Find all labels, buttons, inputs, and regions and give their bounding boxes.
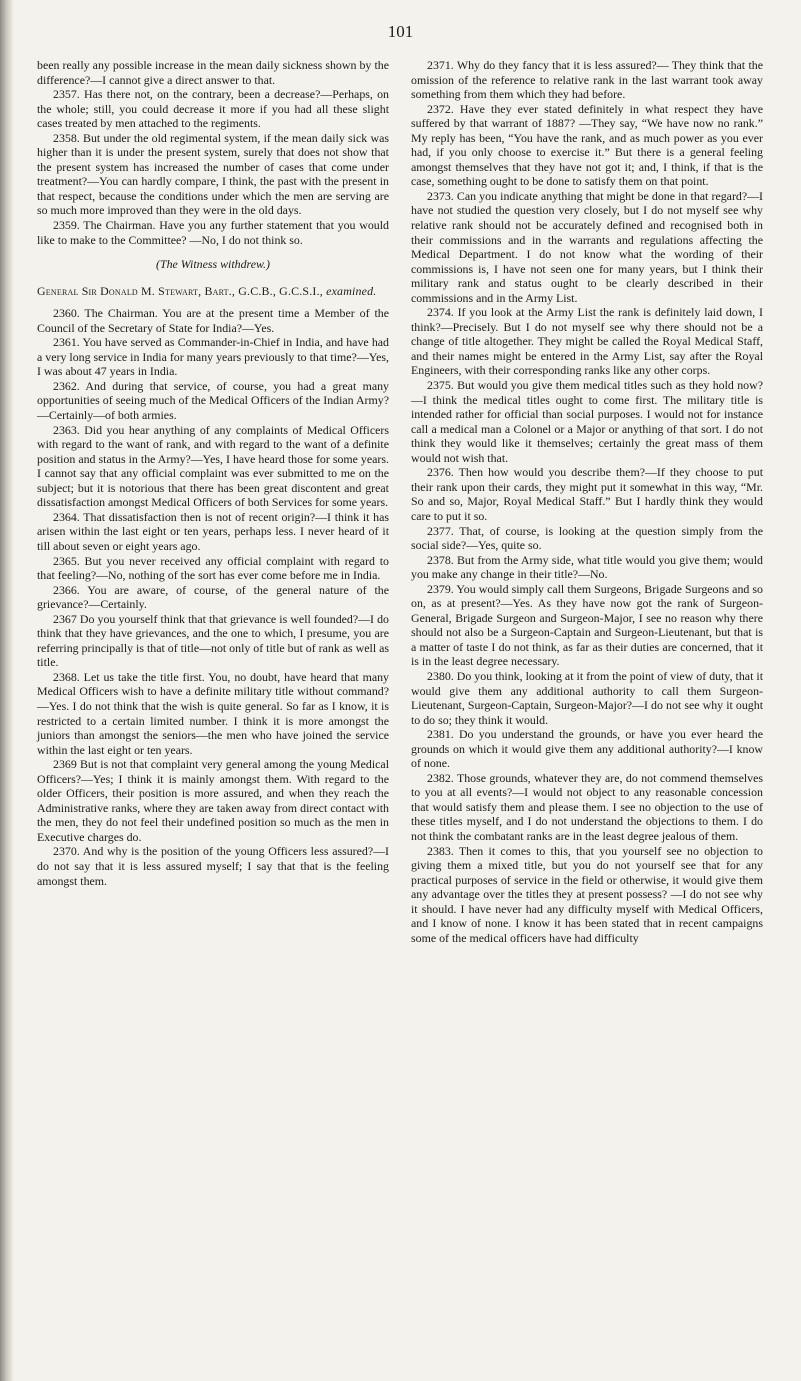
testimony-paragraph: 2362. And during that service, of course, you had a great many opportunities of seeing much of the Medical Officers of the Indian Army?—Certainly—of both armies. [37,378,389,423]
testimony-paragraph: 2376. Then how would you describe them?—If they choose to put their rank upon their cards, they might put it somewhat in this way, “Mr. So and so, Major, Royal Medical Staff.” But I hardly think they would care to put it so. [411,465,763,523]
witness-note: examined. [326,283,377,298]
testimony-paragraph: 2383. Then it comes to this, that you yourself see no objection to giving them a mixed title, but you do not yourself see that for any practical purposes of service in the field or otherwise, it would give them any advantage over the titles they at present possess? —I do not see why it should. I have never had any difficulty myself with Medical Officers, and I know of none. I know it has been stated that in recent campaigns some of the medical officers have had difficulty [411,843,763,945]
testimony-paragraph: 2381. Do you understand the grounds, or have you ever heard the grounds on which it would give them any additional authority?—I know of none. [411,727,763,771]
testimony-paragraph: 2365. But you never received any official complaint with regard to that feeling?—No, nothing of the sort has ever come before me in India. [37,553,389,583]
stage-direction: (The Witness withdrew.) [156,257,270,272]
testimony-paragraph: 2379. You would simply call them Surgeons, Brigade Surgeons and so on, as at present?—Yes. As they have now got the rank of Surgeon-General, Brigade Surgeon and Surgeon-Major, I see no reason why there should not also be a Surgeon-Captain and Surgeon-Lieutenant, but that is a matter of taste I do not think, as far as their duties are concerned, that it is in the least degree necessary. [411,581,763,669]
page-binding-shadow [0,0,14,1381]
testimony-paragraph: 2373. Can you indicate anything that might be done in that regard?—I have not studied the question very closely, but I do not myself see why relative rank should not be accurately defined and recognised both in their commissions and in the warrants and regulations affecting the Medical Department. I do not know what the wording of their commissions is, I have not seen one for many years, but I think their military rank and status ought to be clearly described in their commissions and in the Army List. [411,188,763,305]
right-column [411,58,763,945]
testimony-paragraph: 2358. But under the old regimental system, if the mean daily sick was higher than it is under the present system, surely that does not show that the present system has increased the number of cases that come under treatment?—You can hardly compare, I think, the past with the present in that respect, because the conditions under which the men are serving are so much more improved than they were in the old days. [37,130,389,218]
testimony-paragraph: 2370. And why is the position of the young Officers less assured?—I do not say that it is less assured myself; I say that that is the feeling amongst them. [37,844,389,888]
testimony-paragraph: 2357. Has there not, on the contrary, been a decrease?—Perhaps, on the whole; still, you could decrease it more if you had all these slight cases treated by men attached to the regiments. [37,87,389,131]
testimony-paragraph: 2364. That dissatisfaction then is not of recent origin?—I think it has arisen within the last eight or ten years, perhaps less. I never heard of it till about seven or eight years ago. [37,509,389,553]
testimony-paragraph: 2371. Why do they fancy that it is less assured?— They think that the omission of the reference to relative rank in the last warrant took away something from them which they had before. [411,58,763,102]
testimony-paragraph: 2361. You have served as Commander-in-Chief in India, and have had a very long service in India for many years previously to that time?—Yes, I was about 47 years in India. [37,335,389,379]
testimony-paragraph: 2359. The Chairman. Have you any further statement that you would like to make to the Committee? —No, I do not think so. [37,218,389,247]
witness-name: General Sir Donald M. Stewart, Bart., G.C.B., G.C.S.I., [37,283,327,298]
page-number: 101 [387,22,414,41]
testimony-paragraph: 2380. Do you think, looking at it from the point of view of duty, that it would give them any additional authority to call them Surgeon-Lieutenant, Surgeon-Captain, Surgeon-Major?—I do not see why it ought to do so; they think it would. [411,668,763,727]
testimony-paragraph: 2366. You are aware, of course, of the general nature of the grievance?—Certainly. [37,582,389,612]
testimony-paragraph: 2378. But from the Army side, what title would you give them; would you make any change in their title?—No. [411,552,763,582]
testimony-paragraph: been really any possible increase in the mean daily sickness shown by the difference?—I cannot give a direct answer to that. [37,58,389,87]
testimony-paragraph: 2369 But is not that complaint very general among the young Medical Officers?—Yes; I think it is mainly amongst them. With regard to the older Officers, their position is more assured, and when they reach the Administrative ranks, where they are taken away from direct contact with the men, they do not feel their undefined position so much as the men in Executive charges do. [37,757,389,844]
testimony-paragraph: 2374. If you look at the Army List the rank is definitely laid down, I think?—Precisely. But I do not myself see why there should not be a change of title altogether. They might be called the Royal Medical Staff, and their names might be entered in the Army List, say after the Royal Engineers, with their corresponding ranks like any other corps. [411,305,763,378]
testimony-paragraph: 2367 Do you yourself think that that grievance is well founded?—I do think that they have grievances, and the one to which, I presume, you are referring principally is that of title—not only of title but of rank as well as title. [37,611,390,670]
testimony-paragraph: 2363. Did you hear anything of any complaints of Medical Officers with regard to the want of rank, and with regard to the want of a definite position and status in the Army?—Yes, I have heard those for some years. I cannot say that any official complaint was ever submitted to me on the subject; but it is notorious that there has been great discontent and great dissatisfaction amongst Medical Officers of both Services for some years. [37,422,389,510]
testimony-paragraph: 2372. Have they ever stated definitely in what respect they have suffered by that warrant of 1887? —They say, “We have now no rank.” My reply has been, “You have the rank, and as much power as you ever had, if you only choose to exercise it.” But there is a general feeling amongst themselves that they have not got it; and, I think, if that is the case, something ought to be done to satisfy them on that point. [411,101,763,189]
left-column [37,58,389,888]
witness-heading [37,284,389,299]
testimony-paragraph: 2382. Those grounds, whatever they are, do not commend themselves to you at all events?—I would not object to any reasonable concession that would satisfy them and please them. I see no objection to the use of these titles myself, and I do not understand the objections to them. I do not think the combatant ranks are in the least degree jealous of them. [411,770,763,843]
testimony-paragraph: 2368. Let us take the title first. You, no doubt, have heard that many Medical Officers wish to have a definite military title without command?—Yes. I do not think that the wish is quite general. So far as I know, it is restricted to a certain limited number. I think it is more amongst the juniors than amongst the seniors—the men who have joined the service within the last eight or ten years. [37,669,389,757]
testimony-paragraph: 2360. The Chairman. You are at the present time a Member of the Council of the Secretary of State for India?—Yes. [37,306,389,335]
testimony-paragraph: 2377. That, of course, is looking at the question simply from the social side?—Yes, quite so. [411,523,763,553]
testimony-paragraph: 2375. But would you give them medical titles such as they hold now?—I think the medical titles ought to come first. The military title is intended rather for official than social purposes. I would not for instance call a medical man a Colonel or a Major or anything of that sort. I do not think they would like it themselves; certainly the great mass of them would not wish that. [411,378,763,465]
